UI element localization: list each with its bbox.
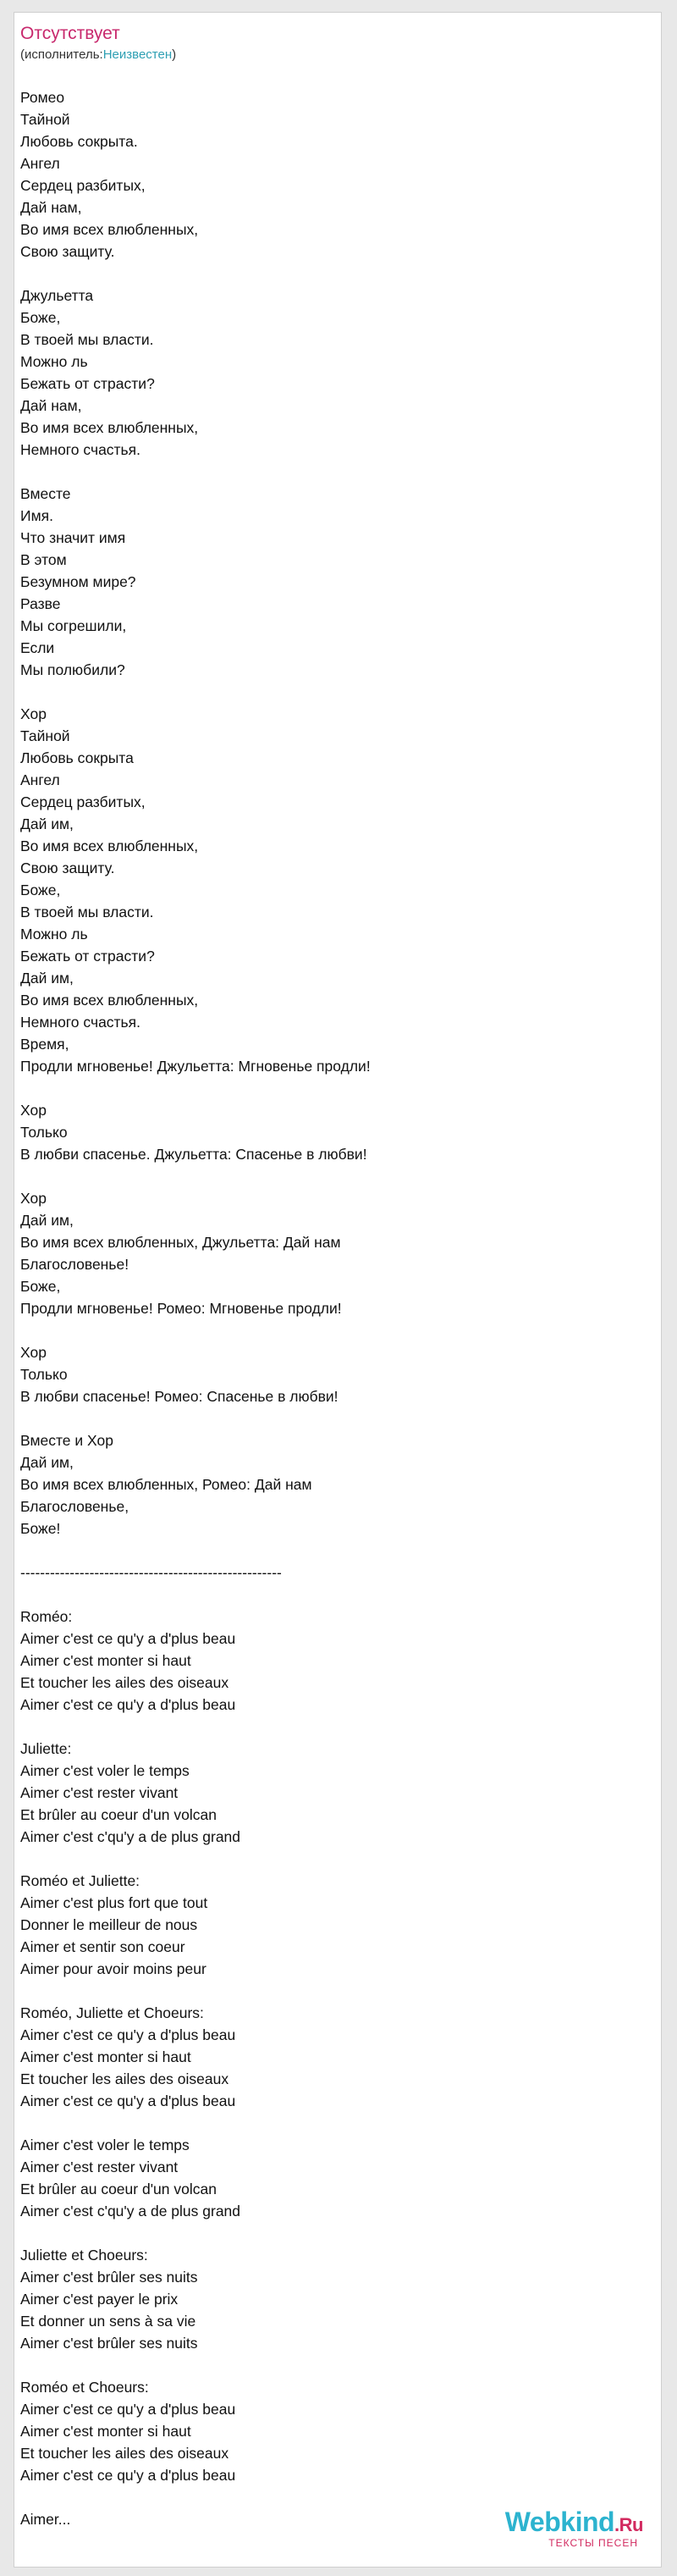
lyric-line: Можно ль (20, 926, 88, 943)
lyric-line: Aimer c'est monter si haut (20, 2423, 191, 2440)
lyric-line: Дай нам, (20, 397, 82, 414)
lyric-line (20, 2354, 647, 2376)
lyric-line (20, 1980, 647, 2002)
lyric-line: Хор (20, 1190, 47, 1207)
lyric-line: Aimer c'est c'qu'y a de plus grand (20, 1828, 241, 1845)
lyric-line: Бежать от страсти? (20, 375, 155, 392)
lyric-line: Хор (20, 705, 47, 722)
lyric-line: Время, (20, 1036, 69, 1053)
lyric-line (20, 461, 647, 483)
lyric-line: Aimer pour avoir moins peur (20, 1960, 206, 1977)
lyric-line: Во имя всех влюбленных, (20, 992, 199, 1009)
lyric-line: Вместе (20, 485, 71, 502)
logo-web: Web (504, 2507, 561, 2537)
lyric-line: Aimer c'est monter si haut (20, 2048, 191, 2065)
song-header (20, 22, 176, 64)
lyric-line: Мы полюбили? (20, 661, 125, 678)
lyric-line: Aimer... (20, 2511, 71, 2528)
lyric-line: Безумном мире? (20, 573, 136, 590)
lyric-line: Aimer c'est ce qu'y a d'plus beau (20, 2092, 236, 2109)
lyric-line: Et donner un sens à sa vie (20, 2313, 196, 2330)
lyric-line: Aimer c'est brûler ses nuits (20, 2269, 198, 2286)
lyric-line: Что значит имя (20, 529, 126, 546)
lyric-line: Во имя всех влюбленных, Джульетта: Дай нам (20, 1234, 341, 1251)
song-title: Отсутствует (20, 24, 120, 43)
lyric-line: Aimer c'est plus fort que tout (20, 1894, 208, 1911)
lyric-line: Aimer c'est ce qu'y a d'plus beau (20, 1696, 236, 1713)
lyric-line: В любви спасенье. Джульетта: Спасенье в любви! (20, 1146, 367, 1163)
lyric-line: Имя. (20, 507, 53, 524)
lyric-line: Aimer c'est brûler ses nuits (20, 2335, 198, 2352)
webkind-logo[interactable] (505, 2507, 643, 2549)
lyric-line: Немного счастья. (20, 1014, 141, 1031)
logo-ru: .Ru (614, 2514, 643, 2535)
lyric-line: Продли мгновенье! Джульетта: Мгновенье продли! (20, 1058, 371, 1075)
logo-wordmark (505, 2507, 643, 2540)
lyric-line: Et toucher les ailes des oiseaux (20, 1674, 229, 1691)
artist-line (20, 47, 176, 64)
logo-kind: kind (560, 2507, 615, 2537)
lyric-line: Сердец разбитых, (20, 793, 146, 810)
artist-link[interactable]: Неизвестен (102, 47, 173, 62)
lyric-line: Aimer c'est payer le prix (20, 2291, 179, 2308)
lyric-line (20, 1319, 647, 1341)
lyric-line: Roméo, Juliette et Choeurs: (20, 2004, 204, 2021)
lyric-line: Продли мгновенье! Ромео: Мгновенье продли! (20, 1300, 342, 1317)
lyric-line: Свою защиту. (20, 860, 115, 876)
lyric-line: Разве (20, 595, 61, 612)
lyric-line: Et toucher les ailes des oiseaux (20, 2445, 229, 2462)
lyric-line: Благословенье, (20, 1498, 129, 1515)
lyric-line: Дай нам, (20, 199, 82, 216)
lyric-line: Вместе и Хор (20, 1432, 113, 1449)
lyric-line (20, 1165, 647, 1187)
lyric-line: Aimer c'est rester vivant (20, 2159, 179, 2175)
lyric-line: Боже, (20, 309, 61, 326)
lyric-line: Donner le meilleur de nous (20, 1916, 198, 1933)
lyric-line: Свою защиту. (20, 243, 115, 260)
lyric-line (20, 1540, 647, 1562)
lyric-line: Дай им, (20, 970, 74, 987)
lyric-line: Во имя всех влюбленных, (20, 221, 199, 238)
lyric-line: Можно ль (20, 353, 88, 370)
artist-prefix: (исполнитель: (20, 47, 103, 62)
lyric-line: Aimer et sentir son coeur (20, 1938, 185, 1955)
lyric-line: Во имя всех влюбленных, (20, 419, 199, 436)
lyric-line (20, 263, 647, 285)
lyric-line (20, 681, 647, 703)
lyrics-text (20, 86, 647, 2530)
lyric-line (20, 1407, 647, 1429)
lyric-line (20, 2112, 647, 2134)
lyric-line: Только (20, 1366, 68, 1383)
lyric-line: В любви спасенье! Ромео: Спасенье в любви! (20, 1388, 338, 1405)
lyric-line: Сердец разбитых, (20, 177, 146, 194)
lyric-line: Juliette: (20, 1740, 72, 1757)
lyric-line (20, 2486, 647, 2508)
lyric-line: Боже, (20, 882, 61, 898)
lyric-line: Roméo: (20, 1608, 73, 1625)
lyric-line: Любовь сокрыта. (20, 133, 138, 150)
lyric-line: В твоей мы власти. (20, 904, 154, 920)
lyric-line: Дай им, (20, 815, 74, 832)
lyric-line: Тайной (20, 111, 70, 128)
lyric-line: Et toucher les ailes des oiseaux (20, 2070, 229, 2087)
lyric-line: Et brûler au coeur d'un volcan (20, 2181, 217, 2197)
lyric-line (20, 1848, 647, 1870)
lyric-line: Бежать от страсти? (20, 948, 155, 965)
lyric-line: Джульетта (20, 287, 94, 304)
lyric-line: Во имя всех влюбленных, (20, 837, 199, 854)
logo-tagline: ТЕКСТЫ ПЕСЕН (548, 2537, 638, 2549)
lyric-line: Aimer c'est voler le temps (20, 2137, 190, 2153)
lyric-line: Немного счастья. (20, 441, 141, 458)
lyric-line: Juliette et Choeurs: (20, 2247, 148, 2264)
lyric-line: Любовь сокрыта (20, 749, 134, 766)
lyric-line: Мы согрешили, (20, 617, 127, 634)
lyric-line: ----------------------------------------------------- (20, 1564, 282, 1581)
lyric-line: В твоей мы власти. (20, 331, 154, 348)
lyric-line: Только (20, 1124, 68, 1141)
lyric-line: Благословенье! (20, 1256, 129, 1273)
lyric-line: Aimer c'est rester vivant (20, 1784, 179, 1801)
lyric-line: Aimer c'est ce qu'y a d'plus beau (20, 2026, 236, 2043)
lyric-line: Aimer c'est monter si haut (20, 1652, 191, 1669)
lyric-line: Aimer c'est ce qu'y a d'plus beau (20, 2467, 236, 2484)
lyric-line: Дай им, (20, 1454, 74, 1471)
lyric-line: Дай им, (20, 1212, 74, 1229)
lyric-line: В этом (20, 551, 67, 568)
lyric-line (20, 2222, 647, 2244)
lyric-line (20, 1716, 647, 1738)
lyric-line: Боже, (20, 1278, 61, 1295)
lyric-line: Aimer c'est ce qu'y a d'plus beau (20, 2401, 236, 2418)
lyric-line (20, 1077, 647, 1099)
lyric-line: Aimer c'est ce qu'y a d'plus beau (20, 1630, 236, 1647)
lyric-line: Aimer c'est c'qu'y a de plus grand (20, 2203, 241, 2219)
artist-suffix: ) (172, 47, 177, 62)
lyric-line: Во имя всех влюбленных, Ромео: Дай нам (20, 1476, 312, 1493)
lyric-line: Тайной (20, 727, 70, 744)
lyric-line: Если (20, 639, 55, 656)
lyric-line: Aimer c'est voler le temps (20, 1762, 190, 1779)
lyric-line (20, 1584, 647, 1606)
lyric-line: Хор (20, 1344, 47, 1361)
lyric-line: Хор (20, 1102, 47, 1119)
lyric-line: Ангел (20, 771, 60, 788)
lyric-line: Roméo et Choeurs: (20, 2379, 149, 2396)
lyric-line: Ангел (20, 155, 60, 172)
lyric-line: Ромео (20, 89, 65, 106)
lyric-line: Et brûler au coeur d'un volcan (20, 1806, 217, 1823)
lyric-line: Боже! (20, 1520, 61, 1537)
lyric-line: Roméo et Juliette: (20, 1872, 140, 1889)
